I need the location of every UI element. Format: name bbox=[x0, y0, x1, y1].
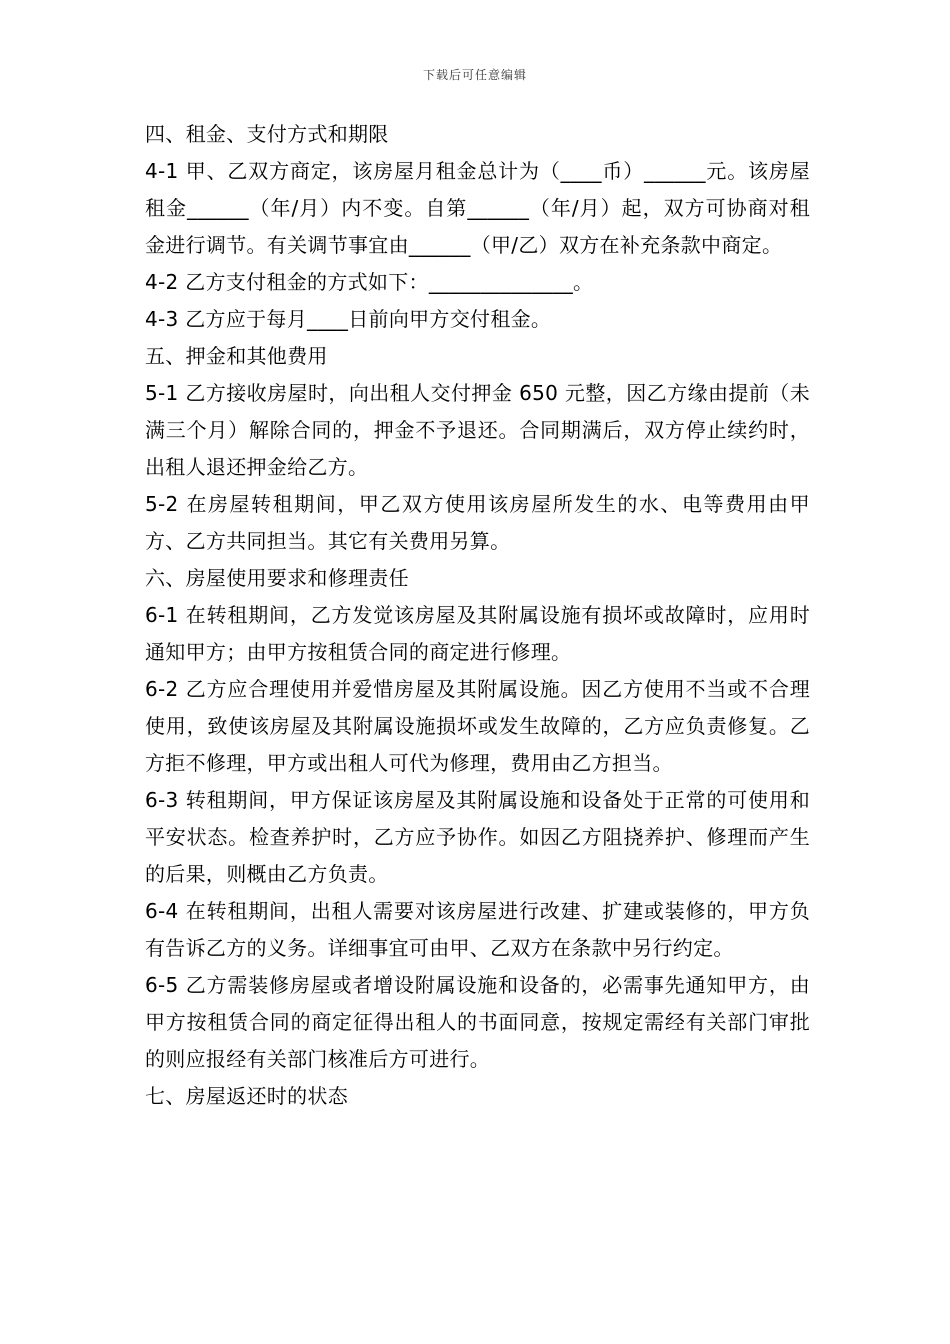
clause-6-1: 6-1 在转租期间，乙方发觉该房屋及其附属设施有损坏或故障时，应用时通知甲方；由甲方按租赁合同的商定进行修理。 bbox=[145, 603, 810, 664]
clause-6-3: 6-3 转租期间，甲方保证该房屋及其附属设施和设备处于正常的可使用和平安状态。检查养护时，乙方应予协作。如因乙方阻挠养护、修理而产生的后果，则概由乙方负责。 bbox=[145, 788, 810, 886]
clause-6-5: 6-5 乙方需装修房屋或者增设附属设施和设备的，必需事先通知甲方，由甲方按租赁合同的商定征得出租人的书面同意，按规定需经有关部门审批的则应报经有关部门核准后方可进行。 bbox=[145, 973, 810, 1071]
section-heading-deposit: 五、押金和其他费用 bbox=[145, 344, 328, 368]
clause-5-1: 5-1 乙方接收房屋时，向出租人交付押金 650 元整，因乙方缘由提前（未满三个月）解除合同的，押金不予退还。合同期满后，双方停止续约时，出租人退还押金给乙方。 bbox=[145, 381, 810, 479]
section-heading-return: 七、房屋返还时的状态 bbox=[145, 1084, 348, 1108]
clause-4-1: 4-1 甲、乙双方商定，该房屋月租金总计为（____币）______元。该房屋租金______（年/月）内不变。自第______（年/月）起，双方可协商对租金进行调节。有关调节事宜由______（甲/乙）双方在补充条款中商定。 bbox=[145, 159, 810, 257]
section-heading-rent: 四、租金、支付方式和期限 bbox=[145, 122, 389, 146]
section-heading-usage: 六、房屋使用要求和修理责任 bbox=[145, 566, 409, 590]
header-note: 下载后可任意编辑 bbox=[422, 68, 527, 82]
document-body bbox=[145, 116, 810, 1115]
clause-4-3: 4-3 乙方应于每月____日前向甲方交付租金。 bbox=[145, 307, 552, 331]
clause-5-2: 5-2 在房屋转租期间，甲乙双方使用该房屋所发生的水、电等费用由甲方、乙方共同担当。其它有关费用另算。 bbox=[145, 492, 810, 553]
clause-6-4: 6-4 在转租期间，出租人需要对该房屋进行改建、扩建或装修的，甲方负有告诉乙方的义务。详细事宜可由甲、乙双方在条款中另行约定。 bbox=[145, 899, 810, 960]
clause-4-2: 4-2 乙方支付租金的方式如下：______________。 bbox=[145, 270, 594, 294]
clause-6-2: 6-2 乙方应合理使用并爱惜房屋及其附属设施。因乙方使用不当或不合理使用，致使该房屋及其附属设施损坏或发生故障的，乙方应负责修复。乙方拒不修理，甲方或出租人可代为修理，费用由乙方担当。 bbox=[145, 677, 810, 775]
